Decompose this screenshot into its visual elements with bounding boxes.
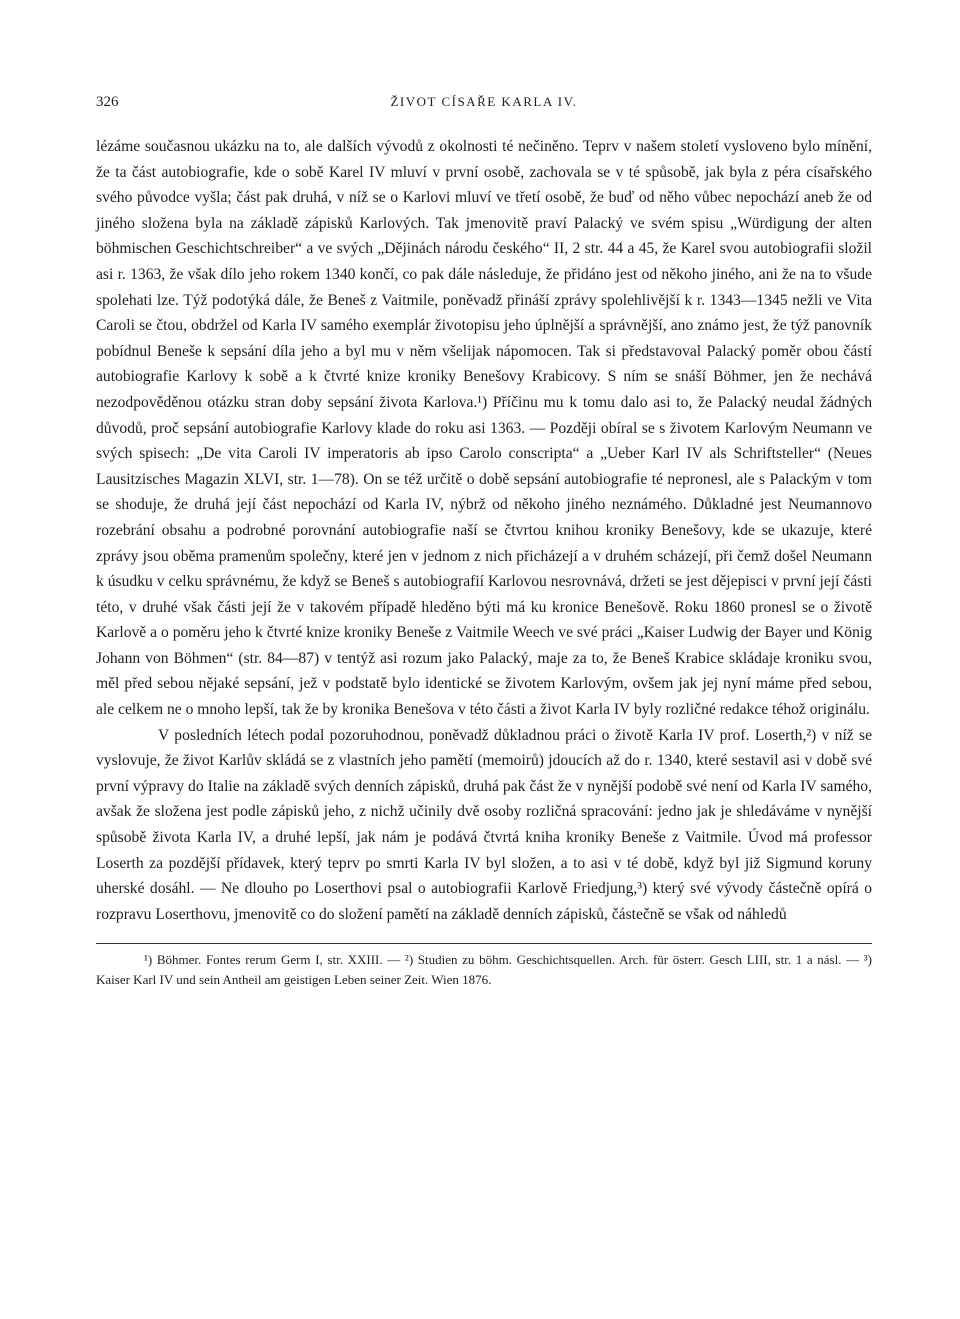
footnote-divider [96, 943, 872, 944]
footnotes: ¹) Böhmer. Fontes rerum Germ I, str. XXIII. — ²) Studien zu böhm. Geschichtsquellen. Arch. für österr. Gesch LIII, str. 1 a násl. — ³) Kaiser Karl IV und sein Antheil am geistigen Leben seiner Zeit. Wien 1876. [96, 952, 872, 988]
body-paragraph-2: V posledních létech podal pozoruhodnou, poněvadž důkladnou práci o životě Karla IV prof. Loserth,²) v níž se vyslovuje, že život Karlův skládá se z vlastních jeho pamětí (memoirů) jdoucích až do r. 1340, které sestavil asi v době své první výpravy do Italie na základě svých denních zápisků, druhá pak část že v nynější podobě své není od Karla IV samého, avšak že složena jest podle zápisků jeho, z nichž učinily dvě osoby rozličná spracování: jedno jak je shledáváme v nynější spůsobě života Karla IV, a druhé lepší, jak nám je podává čtvrtá kniha kroniky Beneše z Vaitmile. Úvod má professor Loserth za pozdější přídavek, který teprv po smrti Karla IV byl složen, a to asi v té době, když byl již Sigmund koruny uherské dosáhl. — Ne dlouho po Loserthovi psal o autobiografii Karlově Friedjung,³) který své vývody částečně opírá o rozpravu Loserthovu, jmenovitě co do složení pamětí na základě denních zápisků, částečně se však od náhledů [96, 726, 872, 923]
running-title: ŽIVOT CÍSAŘE KARLA IV. [390, 94, 578, 109]
book-page [96, 88, 872, 990]
page-number: 326 [96, 94, 119, 110]
body-paragraph-1: lézáme současnou ukázku na to, ale dalších vývodů z okolnosti té nečiněno. Teprv v našem století vysloveno bylo mínění, že ta část autobiografie, kde o sobě Karel IV mluví v první osobě, zachovala se v té spůsobě, jak byla z péra císařského svého původce vyšla; část pak druhá, v níž se o Karlovi mluví ve třetí osobě, že buď od něho vůbec nepochází aneb že od jiného složena byla na základě zápisků Karlových. Tak jmenovitě praví Palacký ve svém spisu „Würdigung der alten böhmischen Geschichtschreiber“ a ve svých „Dějinách národu českého“ II, 2 str. 44 a 45, že Karel svou autobiografii složil asi r. 1363, že však dílo jeho rokem 1340 končí, co pak dále následuje, že přidáno jest od někoho jiného, ani že na to všude spolehati lze. Týž podotýká dále, že Beneš z Vaitmile, poněvadž přináší zprávy spolehlivější k r. 1343—1345 nežli ve Vita Caroli se čtou, obdržel od Karla IV samého exemplár životopisu jeho úplnější a správnější, ano známo jest, že týž panovník pobídnul Beneše k sepsání díla jeho a byl mu v něm všelijak nápomocen. Tak si představoval Palacký poměr obou částí autobiografie Karlovy k sobě a k čtvrté knize kroniky Benešovy Krabicovy. S ním se snáší Böhmer, jen že nechává nezodpověděnou otázku stran doby sepsání života Karlova.¹) Příčinu mu k tomu dalo asi to, že Palacký neudal žádných důvodů, proč sepsání autobiografie Karlovy klade do roku asi 1363. — Později obíral se s životem Karlovým Neumann ve svých spisech: „De vita Caroli IV imperatoris ab ipso Carolo conscripta“ a „Ueber Karl IV als Schriftsteller“ (Neues Lausitzisches Magazin XLVI, str. 1—78). On se též určitě o době sepsání autobiografie té nepronesl, ale s Palackým v tom se shoduje, že druhá její část nepochází od Karla IV, nýbrž od někoho jiného neznámého. Důkladné jest Neumannovo rozebrání obsahu a podrobné porovnání autobiografie naší se čtvrtou knihou kroniky Benešovy, kde se ukazuje, které zprávy jsou oběma pramenům společny, které jen v jednom z nich přicházejí a v druhém scházejí, při čemž došel Neumann k úsudku v celku správnému, že když se Beneš s autobiografií Karlovou nesrovnává, držeti se jest dějepisci v první její části této, v druhé však části její že v takovém případě hleděno býti má ku kronice Benešově. Roku 1860 pronesl se o životě Karlově a o poměru jeho k čtvrté knize kroniky Beneše z Vaitmile Weech ve své práci „Kaiser Ludwig der Bayer und König Johann von Böhmen“ (str. 84—87) v tentýž asi rozum jako Palacký, maje za to, že Beneš Krabice skládaje kroniku svou, měl před sebou nějaké sepsání, jež v podstatě bylo identické se životem Karlovým, ovšem jak jej nyní máme před sebou, ale celkem ne o mnoho lepší, tak že by kronika Benešova v této části a život Karla IV byly rozličné redakce téhož originálu. [96, 138, 872, 719]
running-header [96, 88, 872, 118]
